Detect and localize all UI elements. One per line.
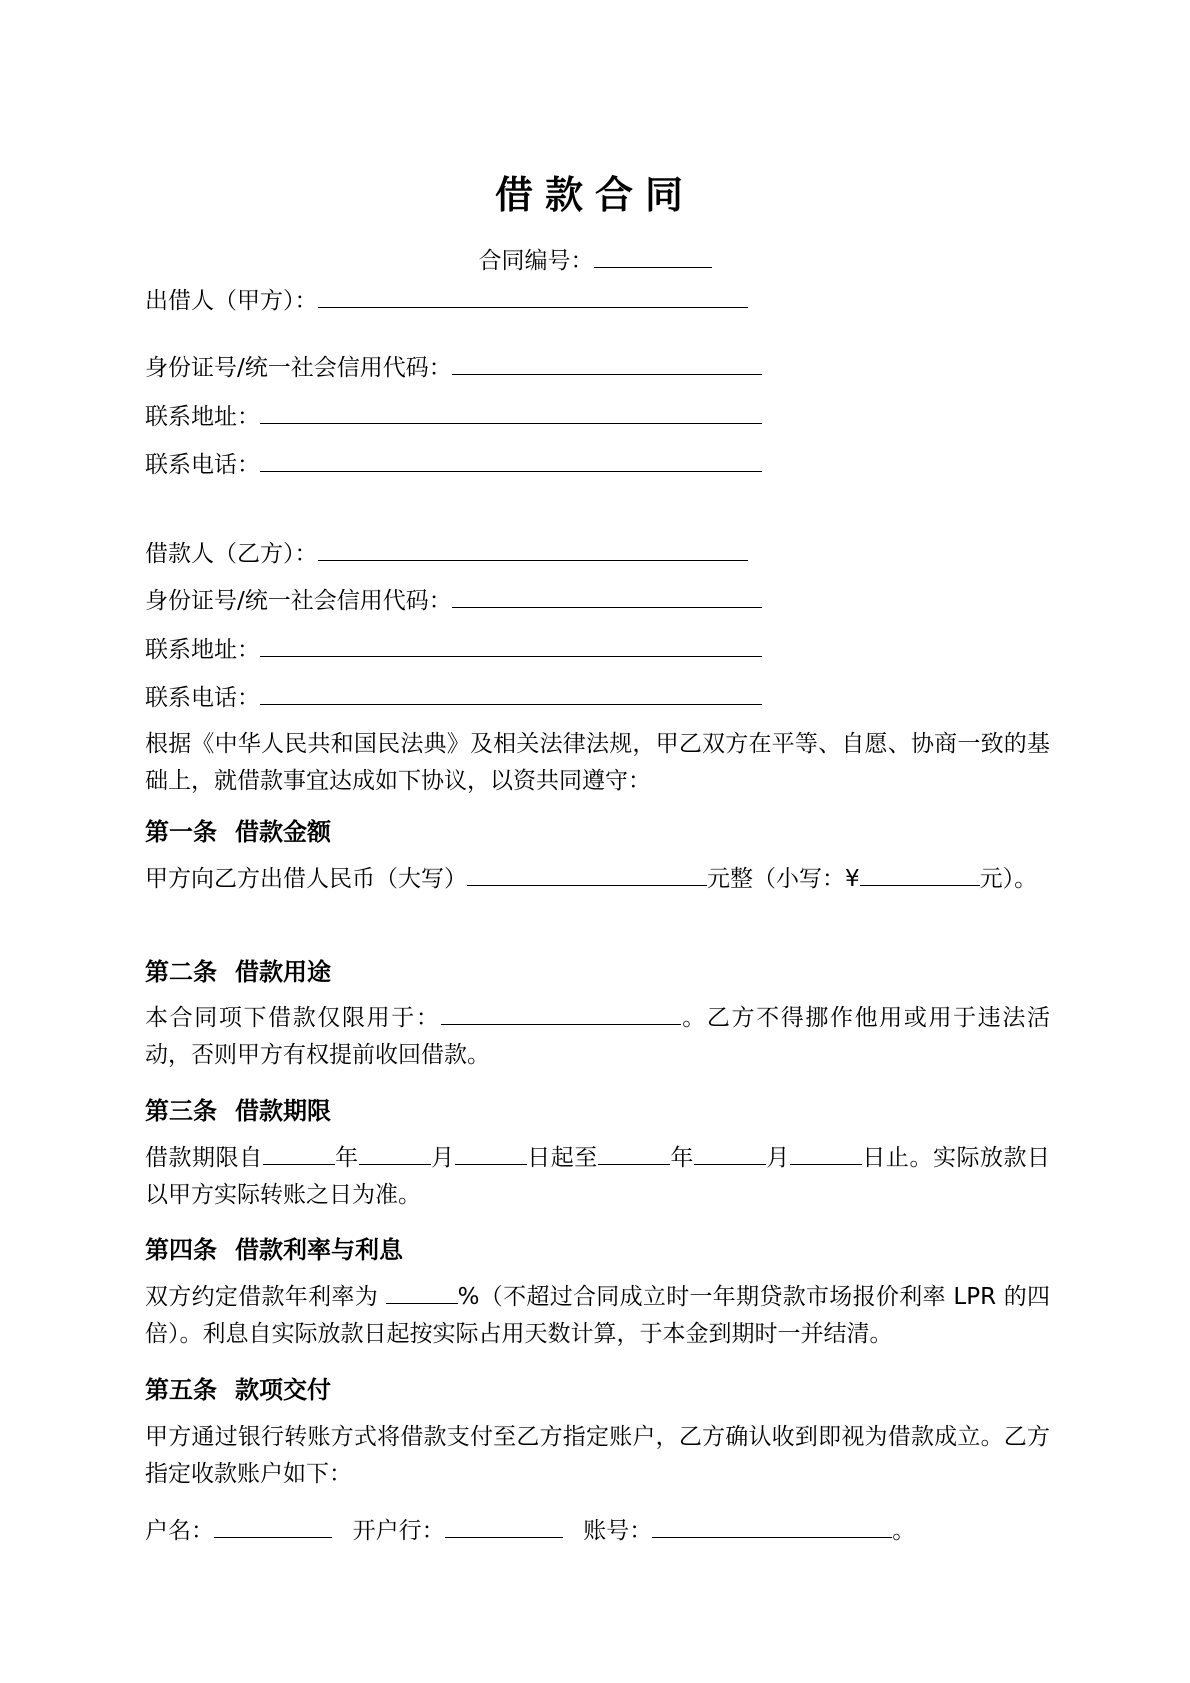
article-1-body	[145, 861, 1050, 898]
borrower-address-field[interactable]	[260, 632, 762, 657]
bank-label: 开户行：	[352, 1518, 445, 1544]
borrower-phone-field[interactable]	[260, 680, 762, 705]
lender-address-line	[145, 399, 762, 433]
interest-rate-field[interactable]	[386, 1279, 458, 1304]
lender-name-field[interactable]	[318, 283, 748, 308]
borrower-phone-line	[145, 680, 762, 714]
end-month-field[interactable]	[694, 1140, 766, 1165]
article-4-text-1: 双方约定借款年利率为	[145, 1284, 379, 1310]
article-2-title: 借款用途	[235, 958, 331, 986]
account-name-label: 户名：	[145, 1518, 214, 1544]
article-2-body	[145, 1000, 1050, 1074]
article-4-body	[145, 1279, 1050, 1353]
article-2-number: 第二条	[145, 958, 217, 986]
article-2-heading	[145, 955, 331, 989]
lender-phone-label: 联系电话：	[145, 452, 260, 478]
start-day-field[interactable]	[455, 1140, 527, 1165]
article-4-text-2: %（不超过合同成立时一年期贷款市场报价利率 LPR 的四倍）。利息自实际放款日起按实际占用天数计算，于本金到期时一并结清。	[145, 1284, 1051, 1347]
article-5-heading	[145, 1373, 331, 1407]
article-5-title: 款项交付	[235, 1376, 331, 1404]
article-3-body	[145, 1140, 1050, 1214]
borrower-address-line	[145, 632, 762, 666]
contract-number-line	[0, 243, 1190, 277]
article-3-number: 第三条	[145, 1097, 217, 1125]
start-day-label: 日起至	[526, 1145, 598, 1171]
preamble: 根据《中华人民共和国民法典》及相关法律法规，甲乙双方在平等、自愿、协商一致的基础上，就借款事宜达成如下协议，以资共同遵守：	[145, 731, 1050, 794]
loan-purpose-field[interactable]	[441, 1000, 681, 1025]
lender-id-line	[145, 350, 762, 384]
end-month-label: 月	[765, 1145, 790, 1171]
start-year-field[interactable]	[263, 1140, 335, 1165]
contract-number-field[interactable]	[594, 243, 712, 268]
lender-id-label: 身份证号/统一社会信用代码：	[145, 355, 452, 381]
article-3-text-1: 借款期限自	[145, 1145, 263, 1171]
borrower-id-line	[145, 583, 762, 617]
article-3-heading	[145, 1094, 331, 1128]
article-4-title: 借款利率与利息	[235, 1236, 403, 1264]
end-day-field[interactable]	[790, 1140, 862, 1165]
article-2-text-2: 。乙方不得挪作他用或用于违法活动，否则甲方有权提前收回借款。	[145, 1005, 1051, 1068]
account-name-field[interactable]	[214, 1513, 332, 1538]
account-number-field[interactable]	[652, 1513, 892, 1538]
article-5-number: 第五条	[145, 1376, 217, 1404]
borrower-name-line	[145, 536, 748, 570]
article-1-text-1: 甲方向乙方出借人民币（大写）	[145, 866, 467, 892]
lender-phone-field[interactable]	[260, 447, 762, 472]
amount-uppercase-field[interactable]	[467, 861, 707, 886]
borrower-id-label: 身份证号/统一社会信用代码：	[145, 588, 452, 614]
article-1-heading	[145, 815, 331, 849]
lender-address-field[interactable]	[260, 399, 762, 424]
article-1-title: 借款金额	[235, 818, 331, 846]
article-1-text-3: 元）。	[979, 866, 1038, 892]
end-year-label: 年	[669, 1145, 694, 1171]
article-4-number: 第四条	[145, 1236, 217, 1264]
bank-field[interactable]	[445, 1513, 563, 1538]
lender-id-field[interactable]	[452, 350, 762, 375]
borrower-name-field[interactable]	[318, 536, 748, 561]
article-5-body: 甲方通过银行转账方式将借款支付至乙方指定账户，乙方确认收到即视为借款成立。乙方指定收款账户如下：	[145, 1424, 1050, 1487]
lender-address-label: 联系地址：	[145, 404, 260, 430]
borrower-phone-label: 联系电话：	[145, 685, 260, 711]
page-title: 借款合同	[494, 173, 695, 217]
article-1-number: 第一条	[145, 818, 217, 846]
start-month-field[interactable]	[359, 1140, 431, 1165]
lender-phone-line	[145, 447, 762, 481]
borrower-name-label: 借款人（乙方）：	[145, 541, 318, 567]
contract-number-label: 合同编号：	[478, 248, 594, 274]
borrower-address-label: 联系地址：	[145, 637, 260, 663]
article-4-heading	[145, 1233, 403, 1267]
article-3-title: 借款期限	[235, 1097, 331, 1125]
account-number-label: 账号：	[583, 1518, 653, 1544]
article-2-text-1: 本合同项下借款仅限用于：	[145, 1005, 441, 1031]
lender-name-label: 出借人（甲方）：	[145, 288, 318, 314]
amount-numeric-field[interactable]	[860, 861, 980, 886]
borrower-id-field[interactable]	[452, 583, 762, 608]
lender-name-line	[145, 283, 748, 317]
start-year-label: 年	[334, 1145, 359, 1171]
article-3-text-2: 日止。实际放款日以甲方实际转账之日为准。	[145, 1145, 1051, 1208]
account-info-line	[145, 1513, 915, 1547]
account-line-end: 。	[892, 1518, 916, 1544]
article-1-text-2: 元整（小写：¥	[707, 866, 860, 892]
end-year-field[interactable]	[598, 1140, 670, 1165]
start-month-label: 月	[430, 1145, 455, 1171]
